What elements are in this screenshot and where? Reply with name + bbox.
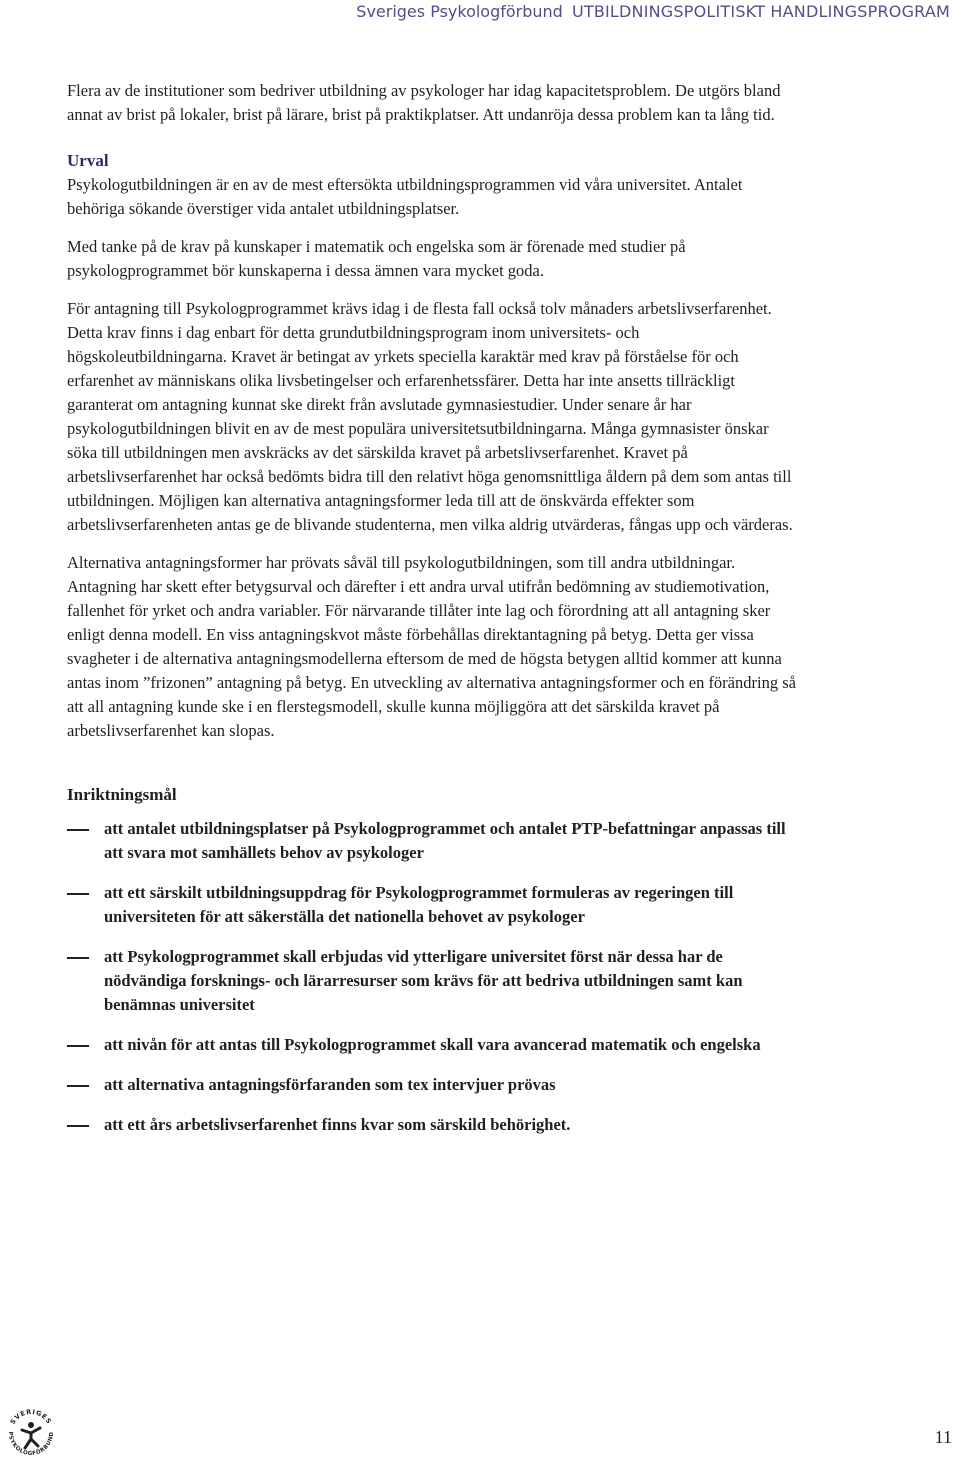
goal-text: att nivån för att antas till Psykologprogrammet skall vara avancerad matematik och engelska — [104, 1035, 761, 1054]
goal-text: att Psykologprogrammet skall erbjudas vid ytterligare universitet först när dessa har de nödvändiga forsknings- och lärarresurser som krävs för att bedriva utbildningen samt kan benämnas universitet — [104, 947, 743, 1014]
goals-list — [67, 817, 797, 1137]
list-item — [67, 945, 797, 1017]
psykologforbund-logo-icon — [4, 1406, 58, 1460]
inriktningsmal-section — [67, 783, 797, 1137]
urval-paragraph-2: Med tanke på de krav på kunskaper i matematik och engelska som är förenade med studier på psykologprogrammet bör kunskaperna i dessa ämnen vara mycket goda. — [67, 237, 686, 280]
logo-text-bottom: PSYKOLOGFÖRBUND — [6, 1431, 56, 1458]
list-item — [67, 1033, 797, 1057]
logo-text-top: SVERIGES — [8, 1407, 54, 1426]
list-item — [67, 1113, 797, 1137]
intro-paragraph: Flera av de institutioner som bedriver utbildning av psykologer har idag kapacitetsproblem. De utgörs bland annat av brist på lokaler, brist på lärare, brist på praktikplatser. Att undanröja dessa problem kan ta lång tid. — [67, 81, 781, 124]
page-header — [356, 0, 950, 24]
page-number: 11 — [934, 1427, 952, 1447]
list-item — [67, 817, 797, 865]
urval-paragraph-1: Psykologutbildningen är en av de mest eftersökta utbildningsprogrammen vid våra universitet. Antalet behöriga sökande överstiger vida antalet utbildningsplatser. — [67, 175, 743, 218]
goal-text: att ett särskilt utbildningsuppdrag för Psykologprogrammet formuleras av regeringen till universiteten för att säkerställa det nationella behovet av psykologer — [104, 883, 734, 926]
list-item — [67, 1073, 797, 1097]
goal-text: att antalet utbildningsplatser på Psykologprogrammet och antalet PTP-befattningar anpassas till att svara mot samhällets behov av psykologer — [104, 819, 786, 862]
goal-text: att alternativa antagningsförfaranden som tex intervjuer prövas — [104, 1075, 556, 1094]
urval-paragraph-3: För antagning till Psykologprogrammet krävs idag i de flesta fall också tolv månaders arbetslivserfarenhet. Detta krav finns i dag enbart för detta grundutbildningsprogram inom universitets- och högskoleutbildningarna. Kravet är betingat av yrkets speciella karaktär med krav på förståelse för och erfarenhet av människans olika livsbetingelser och erfarenhetssfärer. Detta har inte ansetts tillräckligt garanterat om antagning kunnat ske direkt från avslutade gymnasiestudier. Under senare år har psykologutbildningen blivit en av de mest populära universitetsutbildningarna. Många gymnasister önskar söka till utbildningen men avskräcks av det särskilda kravet på arbetslivserfarenhet. Kravet på arbetslivserfarenhet har också bedömts bidra till den relativt höga genomsnittliga åldern på dem som antas till utbildningen. Möjligen kan alternativa antagningsformer leda till att de önskvärda effekter som arbetslivserfarenheten antas ge de blivande studenterna, men vilka aldrig utvärderas, fångas upp och värderas. — [67, 299, 793, 534]
header-title: UTBILDNINGSPOLITISKT HANDLINGSPROGRAM — [571, 2, 950, 21]
page-content — [67, 79, 797, 1153]
urval-paragraph-4: Alternativa antagningsformer har prövats såväl till psykologutbildningen, som till andra utbildningar. Antagning har skett efter betygsurval och därefter i ett andra urval utifrån bedömning av studiemotivation, fallenhet för yrket och andra variabler. För närvarande tillåter inte lag och förordning att all antagning sker enligt denna modell. En viss antagningskvot måste förbehållas direktantagning på betyg. Detta ger vissa svagheter i de alternativa antagningsmodellerna eftersom de med de högsta betygen alltid kommer att kunna antas inom ”frizonen” antagning på betyg. En utveckling av alternativa antagningsformer och en förändring så att all antagning kunde ske i en flerstegsmodell, skulle kunna möjliggöra att det särskilda kravet på arbetslivserfarenhet kan slopas. — [67, 553, 796, 740]
header-org: Sveriges Psykologförbund — [356, 2, 563, 21]
section-heading-inriktningsmal: Inriktningsmål — [67, 785, 177, 804]
list-item — [67, 881, 797, 929]
section-heading-urval: Urval — [67, 151, 109, 170]
goal-text: att ett års arbetslivserfarenhet finns kvar som särskild behörighet. — [104, 1115, 571, 1134]
